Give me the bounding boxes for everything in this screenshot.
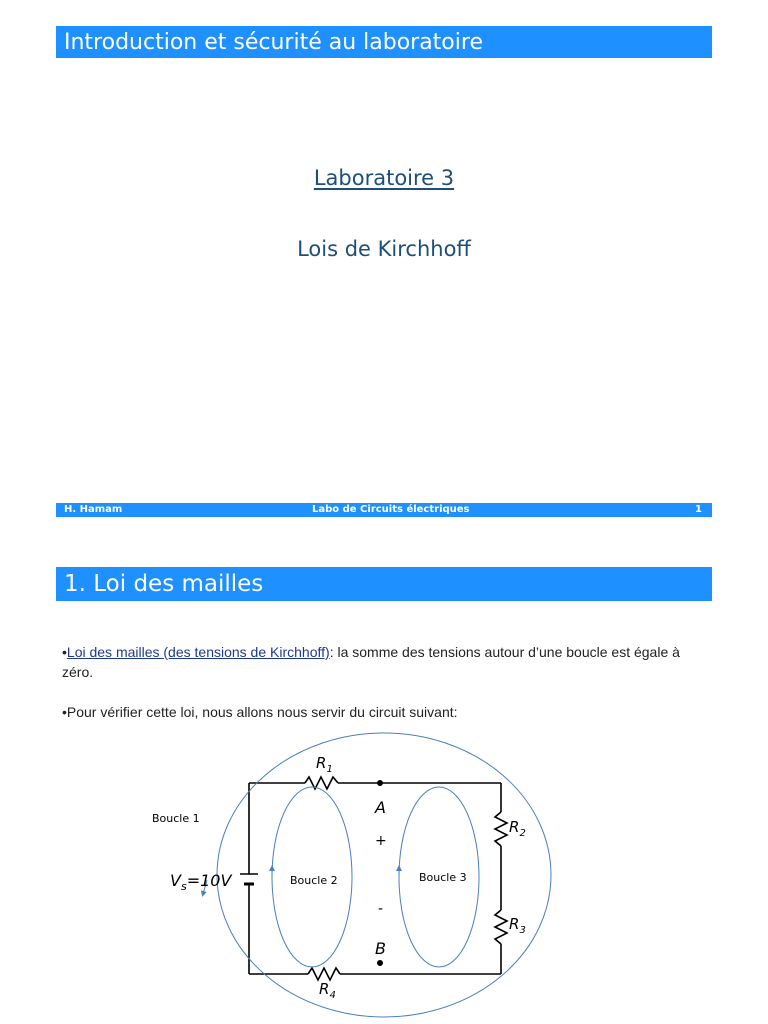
node-a-label: A <box>375 798 386 817</box>
bullet: • <box>62 644 67 660</box>
r3-label: $R_3$ <box>509 915 526 936</box>
node-a-dot <box>377 780 383 786</box>
minus-sign: - <box>378 901 384 917</box>
lab-subtitle: Lois de Kirchhoff <box>297 237 471 261</box>
node-b-dot <box>377 960 383 966</box>
loi-des-mailles-link[interactable]: Loi des mailles (des tensions de Kirchhoff) <box>66 644 330 660</box>
paragraph-circuit-intro: •Pour vérifier cette loi, nous allons nous servir du circuit suivant: <box>62 704 458 720</box>
node-b-label: B <box>375 939 386 958</box>
r4-label: $R_4$ <box>319 980 336 1001</box>
paragraph-rest: : la somme des tensions autour d’une boucle est égale à zéro. <box>62 644 680 680</box>
footer-author: H. Hamam <box>64 504 123 515</box>
lab-title: Laboratoire 3 <box>313 166 455 190</box>
slide1-header-text: Introduction et sécurité au laboratoire <box>64 29 483 55</box>
footer-page: 1 <box>695 504 702 515</box>
source-label: $V_s=10V$ <box>170 871 232 893</box>
footer-course: Labo de Circuits électriques <box>312 504 470 515</box>
resistor-r3 <box>495 910 507 944</box>
plus-sign: + <box>375 833 387 849</box>
boucle1-label: Boucle 1 <box>152 812 200 825</box>
boucle3-label: Boucle 3 <box>419 871 467 884</box>
r1-label: $R_1$ <box>316 754 333 775</box>
resistor-r4 <box>308 968 340 980</box>
resistor-r2 <box>495 812 507 846</box>
r2-label: $R_2$ <box>509 818 526 839</box>
boucle2-label: Boucle 2 <box>290 874 338 887</box>
slide2-header-text: 1. Loi des mailles <box>64 571 264 597</box>
